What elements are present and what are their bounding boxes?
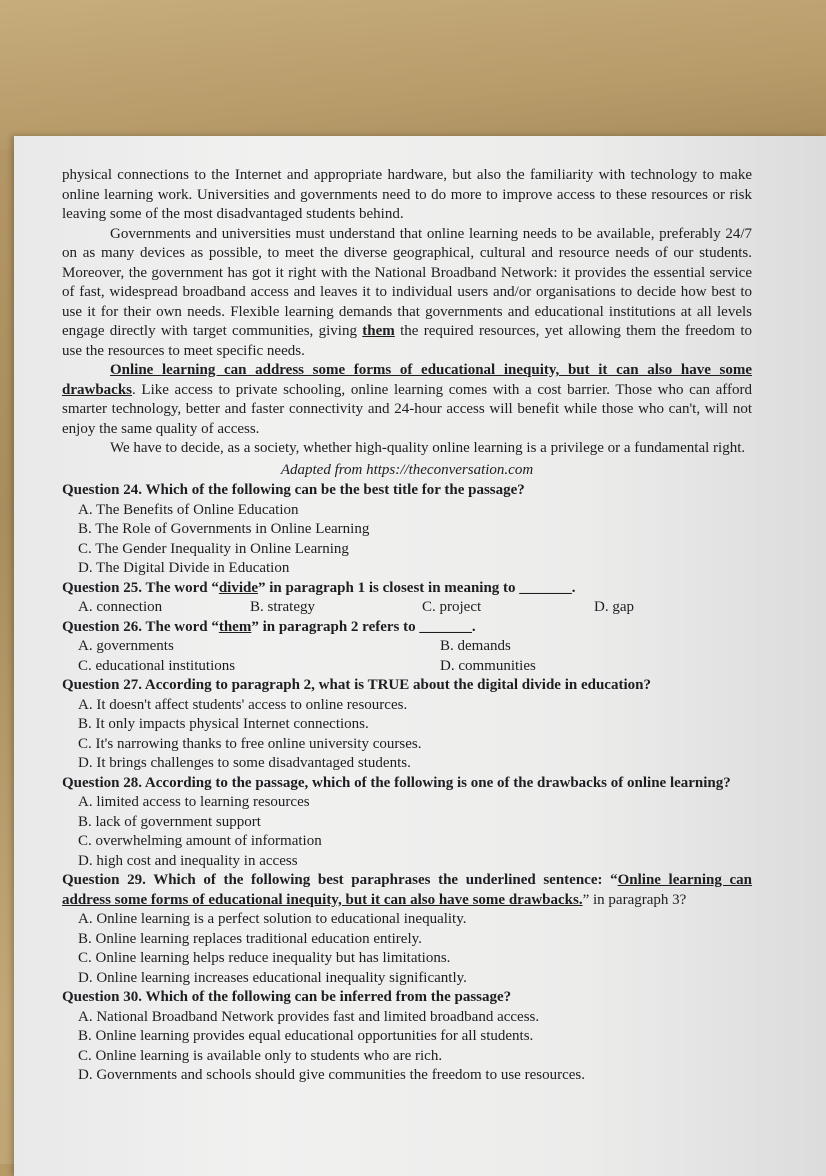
q29-option-c: C. Online learning helps reduce inequality but has limitations.: [78, 950, 451, 966]
question-30-stem: Question 30. Which of the following can be inferred from the passage?: [62, 989, 512, 1005]
q30-option-a: A. National Broadband Network provides fast and limited broadband access.: [78, 1008, 540, 1025]
source-citation: Adapted from https://theconversation.com: [280, 461, 534, 478]
q26-options-row-2: [78, 657, 752, 677]
q25-option-a: A. connection: [78, 599, 163, 615]
q29-option-d: D. Online learning increases educational inequality significantly.: [78, 969, 467, 986]
q29-option-a: A. Online learning is a perfect solution to educational inequality.: [78, 911, 467, 927]
q30-option-b: B. Online learning provides equal educational opportunities for all students.: [78, 1028, 534, 1044]
q27-option-b: B. It only impacts physical Internet connections.: [78, 716, 369, 732]
q30-option-d: D. Governments and schools should give communities the freedom to use resources.: [78, 1067, 585, 1083]
question-26-stem: Question 26. The word “them” in paragraph 2 refers to _______.: [62, 618, 476, 635]
q28-option-b: B. lack of government support: [78, 813, 261, 830]
q25-options: [78, 598, 752, 618]
question-28-stem: Question 28. According to the passage, which of the following is one of the drawbacks of online learning?: [62, 774, 731, 791]
table-surface: [0, 0, 826, 150]
paragraph-2: Governments and universities must understand that online learning needs to be available, preferably 24/7 on as many devices as possible, to meet the diverse geographical, cultural and resource needs of our students. Moreover, the government has got it right with the National Broadband Network: it provides the essential service of fast, widespread broadband access and leaves it to individual users and/or organisations to decide how best to use it for their own needs. Flexible learning demands that governments and educational institutions at all levels engage directly with target communities, giving them the required resources, yet allowing them the freedom to use the resources to meet specific needs.: [62, 225, 753, 359]
q26-option-d: D. communities: [440, 657, 536, 674]
q26-options-row-1: [78, 637, 752, 657]
question-25-stem: Question 25. The word “divide” in paragraph 1 is closest in meaning to _______.: [62, 579, 576, 596]
q26-option-b: B. demands: [440, 638, 511, 654]
q27-option-c: C. It's narrowing thanks to free online university courses.: [78, 735, 422, 752]
q24-option-c: C. The Gender Inequality in Online Learning: [78, 540, 349, 557]
q25-option-b: B. strategy: [250, 599, 315, 615]
q27-option-a: A. It doesn't affect students' access to online resources.: [78, 696, 408, 713]
underlined-sentence: Online learning can address some forms of educational inequity, but it can also have some drawbacks: [62, 362, 752, 398]
q30-option-c: C. Online learning is available only to students who are rich.: [78, 1047, 443, 1064]
q28-option-a: A. limited access to learning resources: [78, 794, 310, 810]
underlined-them: them: [362, 323, 395, 339]
paragraph-3: Online learning can address some forms of educational inequity, but it can also have some drawbacks. Like access to private schooling, online learning comes with a cost barrier. Those who can afford smarter technology, better and faster connectivity and 24-hour access will benefit while those who can't, will not enjoy the same quality of access.: [62, 362, 752, 437]
q29-option-b: B. Online learning replaces traditional education entirely.: [78, 930, 422, 947]
q26-option-c: C. educational institutions: [78, 657, 236, 674]
worksheet-content: [62, 166, 752, 1086]
q28-option-d: D. high cost and inequality in access: [78, 852, 298, 869]
q25-option-d: D. gap: [594, 599, 634, 615]
question-24-stem: Question 24. Which of the following can be the best title for the passage?: [62, 482, 525, 498]
q26-option-a: A. governments: [78, 638, 174, 654]
paragraph-1-tail: physical connections to the Internet and appropriate hardware, but also the familiarity with technology to make online learning work. Universities and governments need to do more to improve access to these resources or risk leaving some of the most disadvantaged students behind.: [62, 167, 752, 222]
q24-option-b: B. The Role of Governments in Online Learning: [78, 521, 370, 537]
q25-option-c: C. project: [422, 599, 482, 615]
q27-option-d: D. It brings challenges to some disadvantaged students.: [78, 755, 411, 771]
q28-option-c: C. overwhelming amount of information: [78, 833, 322, 849]
q24-option-d: D. The Digital Divide in Education: [78, 560, 290, 576]
q24-option-a: A. The Benefits of Online Education: [78, 501, 299, 518]
paragraph-4: We have to decide, as a society, whether high-quality online learning is a privilege or a fundamental right.: [110, 440, 746, 456]
question-27-stem: Question 27. According to paragraph 2, what is TRUE about the digital divide in education?: [62, 677, 651, 693]
question-29-stem: Question 29. Which of the following best paraphrases the underlined sentence: “Online learning can address some forms of educational inequity, but it can also have some drawbacks.” in paragraph 3?: [62, 872, 753, 908]
